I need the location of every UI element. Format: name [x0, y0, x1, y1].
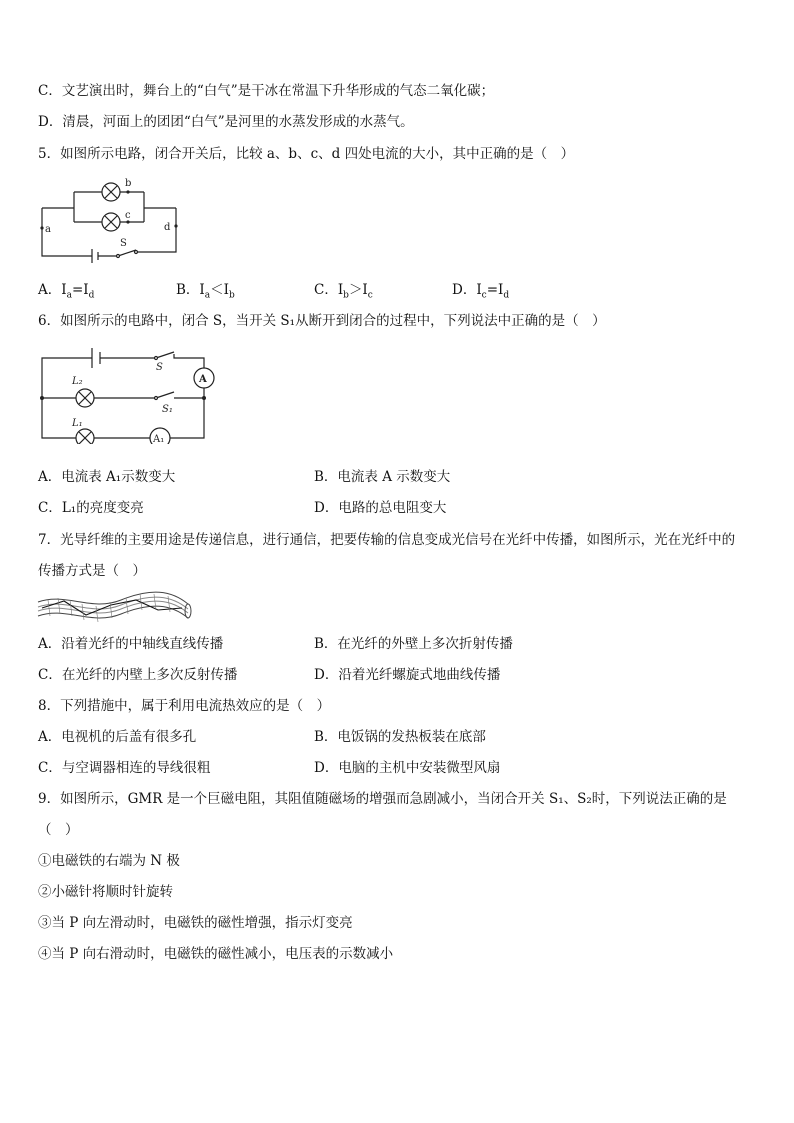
q6-circuit-figure	[36, 340, 226, 444]
q9-statement-1: ①电磁铁的右端为 N 极	[38, 853, 180, 869]
q5-label-s: S	[120, 238, 127, 249]
question-9-line-2: （ ）	[38, 822, 79, 838]
q6-option-a[interactable]: A．电流表 A₁示数变大	[38, 469, 176, 485]
q5-option-b[interactable]: B．$I_a<I_b$	[176, 282, 235, 301]
q6-label-a: A	[199, 374, 207, 385]
q9-statement-3: ③当 P 向左滑动时，电磁铁的磁性增强，指示灯变亮	[38, 915, 353, 931]
question-8: 8．下列措施中，属于利用电流热效应的是（ ）	[38, 698, 331, 714]
q5-label-c: c	[125, 210, 131, 221]
question-7-line-2: 传播方式是（ ）	[38, 563, 146, 579]
q6-label-l2: L₂	[72, 376, 83, 387]
question-9-line-1: 9．如图所示，GMR 是一个巨磁电阻，其阻值随磁场的增强而急剧减小，当闭合开关 S₁、S₂时，下列说法正确的是	[38, 791, 727, 807]
q7-option-a[interactable]: A．沿着光纤的中轴线直线传播	[38, 636, 224, 652]
q7-option-c[interactable]: C．在光纤的内壁上多次反射传播	[38, 667, 238, 683]
line-c-prev: C．文艺演出时，舞台上的“白气”是干冰在常温下升华形成的气态二氧化碳；	[38, 83, 495, 99]
q6-option-c[interactable]: C．L₁的亮度变亮	[38, 500, 144, 516]
q9-statement-4: ④当 P 向右滑动时，电磁铁的磁性减小，电压表的示数减小	[38, 946, 394, 962]
q6-option-d[interactable]: D．电路的总电阻变大	[314, 500, 447, 516]
q8-option-b[interactable]: B．电饭锅的发热板装在底部	[314, 729, 486, 745]
q8-option-c[interactable]: C．与空调器相连的导线很粗	[38, 760, 211, 776]
question-5: 5．如图所示电路，闭合开关后，比较 a、b、c、d 四处电流的大小，其中正确的是（ ）	[38, 146, 575, 162]
q8-option-a[interactable]: A．电视机的后盖有很多孔	[38, 729, 197, 745]
q5-option-a[interactable]: A．$I_a=I_d$	[38, 282, 95, 301]
q5-circuit-figure	[36, 172, 186, 264]
q6-label-s1: S₁	[162, 404, 173, 415]
q7-option-d[interactable]: D．沿着光纤螺旋式地曲线传播	[314, 667, 501, 683]
q5-label-a: a	[45, 224, 51, 235]
question-7-line-1: 7．光导纤维的主要用途是传递信息，进行通信，把要传输的信息变成光信号在光纤中传播，如图所示，光在光纤中的	[38, 532, 736, 548]
q6-option-b[interactable]: B．电流表 A 示数变大	[314, 469, 451, 485]
q8-option-d[interactable]: D．电脑的主机中安装微型风扇	[314, 760, 501, 776]
q5-option-c[interactable]: C．$I_b>I_c$	[314, 282, 373, 301]
q6-label-a1: A₁	[153, 434, 165, 444]
q7-optical-fiber-figure	[36, 588, 192, 628]
q7-option-b[interactable]: B．在光纤的外壁上多次折射传播	[314, 636, 513, 652]
q6-label-l1: L₁	[72, 418, 83, 429]
q5-option-d[interactable]: D．$I_c=I_d$	[452, 282, 510, 301]
q5-label-b: b	[125, 178, 132, 189]
q5-label-d: d	[164, 222, 171, 233]
line-d-prev: D．清晨，河面上的团团“白气”是河里的水蒸发形成的水蒸气。	[38, 114, 414, 130]
q6-label-s: S	[156, 362, 163, 373]
question-6: 6．如图所示的电路中，闭合 S，当开关 S₁从断开到闭合的过程中，下列说法中正确的是（ ）	[38, 313, 606, 329]
q9-statement-2: ②小磁针将顺时针旋转	[38, 884, 173, 900]
